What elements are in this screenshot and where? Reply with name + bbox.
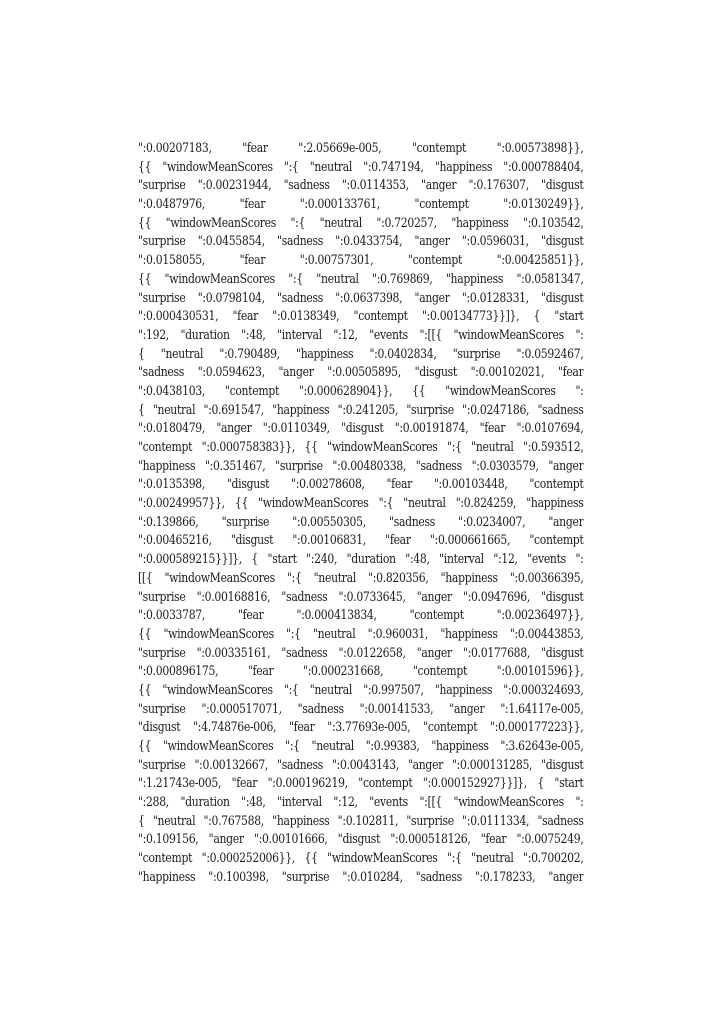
text-line: "surprise ":0.00335161, "sadness ":0.0122658, "anger ":0.0177688, "disgust: [138, 644, 584, 660]
text-line: ":192, "duration ":48, "interval ":12, "events ":[[{ "windowMeanScores ":: [138, 326, 584, 342]
text-line: "contempt ":0.000252006}}, {{ "windowMeanScores ":{ "neutral ":0.700202,: [138, 850, 584, 866]
text-line: "contempt ":0.000758383}}, {{ "windowMeanScores ":{ "neutral ":0.593512,: [138, 439, 584, 454]
text-line: { "neutral ":0.767588, "happiness ":0.102811, "surprise ":0.0111334, "sadness: [138, 812, 584, 828]
text-line: "surprise ":0.0798104, "sadness ":0.0637398, "anger ":0.0128331, "disgust: [138, 289, 584, 305]
text-line: ":0.000589215}}]}, { "start ":240, "duration ":48, "interval ":12, "events ":: [138, 551, 584, 567]
text-line: { "neutral ":0.790489, "happiness ":0.0402834, "surprise ":0.0592467,: [138, 345, 584, 361]
text-line: [[{ "windowMeanScores ":{ "neutral ":0.820356, "happiness ":0.00366395,: [138, 569, 584, 585]
text-line: ":0.00207183, "fear ":2.05669e-005, "contempt ":0.00573898}},: [138, 140, 584, 155]
text-line: ":0.00249957}}, {{ "windowMeanScores ":{ "neutral ":0.824259, "happiness: [138, 495, 584, 511]
text-line: ":1.21743e-005, "fear ":0.000196219, "contempt ":0.000152927}}]}, { "start: [138, 775, 584, 791]
text-line: ":0.139866, "surprise ":0.00550305, "sadness ":0.0234007, "anger: [138, 513, 584, 529]
text-line: "surprise ":0.00132667, "sadness ":0.0043143, "anger ":0.000131285, "disgust: [138, 756, 584, 772]
text-line: { "neutral ":0.691547, "happiness ":0.241205, "surprise ":0.0247186, "sadness: [138, 401, 584, 417]
text-line: "surprise ":0.0455854, "sadness ":0.0433754, "anger ":0.0596031, "disgust: [138, 233, 584, 249]
text-line: {{ "windowMeanScores ":{ "neutral ":0.769869, "happiness ":0.0581347,: [138, 270, 584, 286]
text-line: "surprise ":0.000517071, "sadness ":0.00141533, "anger ":1.64117e-005,: [138, 700, 584, 716]
text-line: ":0.00465216, "disgust ":0.00106831, "fear ":0.000661665, "contempt: [138, 532, 584, 548]
document-page: [138, 139, 584, 887]
text-line: {{ "windowMeanScores ":{ "neutral ":0.720257, "happiness ":0.103542,: [138, 214, 584, 230]
text-line: ":0.0033787, "fear ":0.000413834, "contempt ":0.00236497}},: [138, 607, 584, 623]
text-line: "happiness ":0.351467, "surprise ":0.00480338, "sadness ":0.0303579, "anger: [138, 457, 584, 473]
text-line: ":0.000430531, "fear ":0.0138349, "contempt ":0.00134773}}]}, { "start: [138, 308, 584, 324]
text-line: "sadness ":0.0594623, "anger ":0.00505895, "disgust ":0.00102021, "fear: [138, 364, 584, 380]
text-line: {{ "windowMeanScores ":{ "neutral ":0.960031, "happiness ":0.00443853,: [138, 625, 584, 641]
text-line: ":0.109156, "anger ":0.00101666, "disgust ":0.000518126, "fear ":0.0075249,: [138, 831, 584, 847]
text-line: {{ "windowMeanScores ":{ "neutral ":0.997507, "happiness ":0.000324693,: [138, 681, 584, 697]
text-line: ":0.000896175, "fear ":0.000231668, "contempt ":0.00101596}},: [138, 663, 584, 679]
text-line: {{ "windowMeanScores ":{ "neutral ":0.99383, "happiness ":3.62643e-005,: [138, 738, 584, 753]
text-line: ":0.0135398, "disgust ":0.00278608, "fear ":0.00103448, "contempt: [138, 476, 584, 492]
text-line: ":288, "duration ":48, "interval ":12, "events ":[[{ "windowMeanScores ":: [138, 794, 584, 810]
text-line: ":0.0438103, "contempt ":0.000628904}}, {{ "windowMeanScores ":: [138, 382, 584, 398]
text-line: {{ "windowMeanScores ":{ "neutral ":0.747194, "happiness ":0.000788404,: [138, 158, 584, 174]
text-line: ":0.0180479, "anger ":0.0110349, "disgust ":0.00191874, "fear ":0.0107694,: [138, 420, 584, 436]
text-line: ":0.0487976, "fear ":0.000133761, "contempt ":0.0130249}},: [138, 196, 584, 212]
text-line: "happiness ":0.100398, "surprise ":0.010284, "sadness ":0.178233, "anger: [138, 868, 584, 884]
text-line: "surprise ":0.00231944, "sadness ":0.0114353, "anger ":0.176307, "disgust: [138, 177, 584, 193]
text-line: ":0.0158055, "fear ":0.00757301, "contempt ":0.00425851}},: [138, 252, 584, 268]
text-line: "disgust ":4.74876e-006, "fear ":3.77693e-005, "contempt ":0.000177223}},: [138, 719, 584, 735]
text-line: "surprise ":0.00168816, "sadness ":0.0733645, "anger ":0.0947696, "disgust: [138, 588, 584, 604]
